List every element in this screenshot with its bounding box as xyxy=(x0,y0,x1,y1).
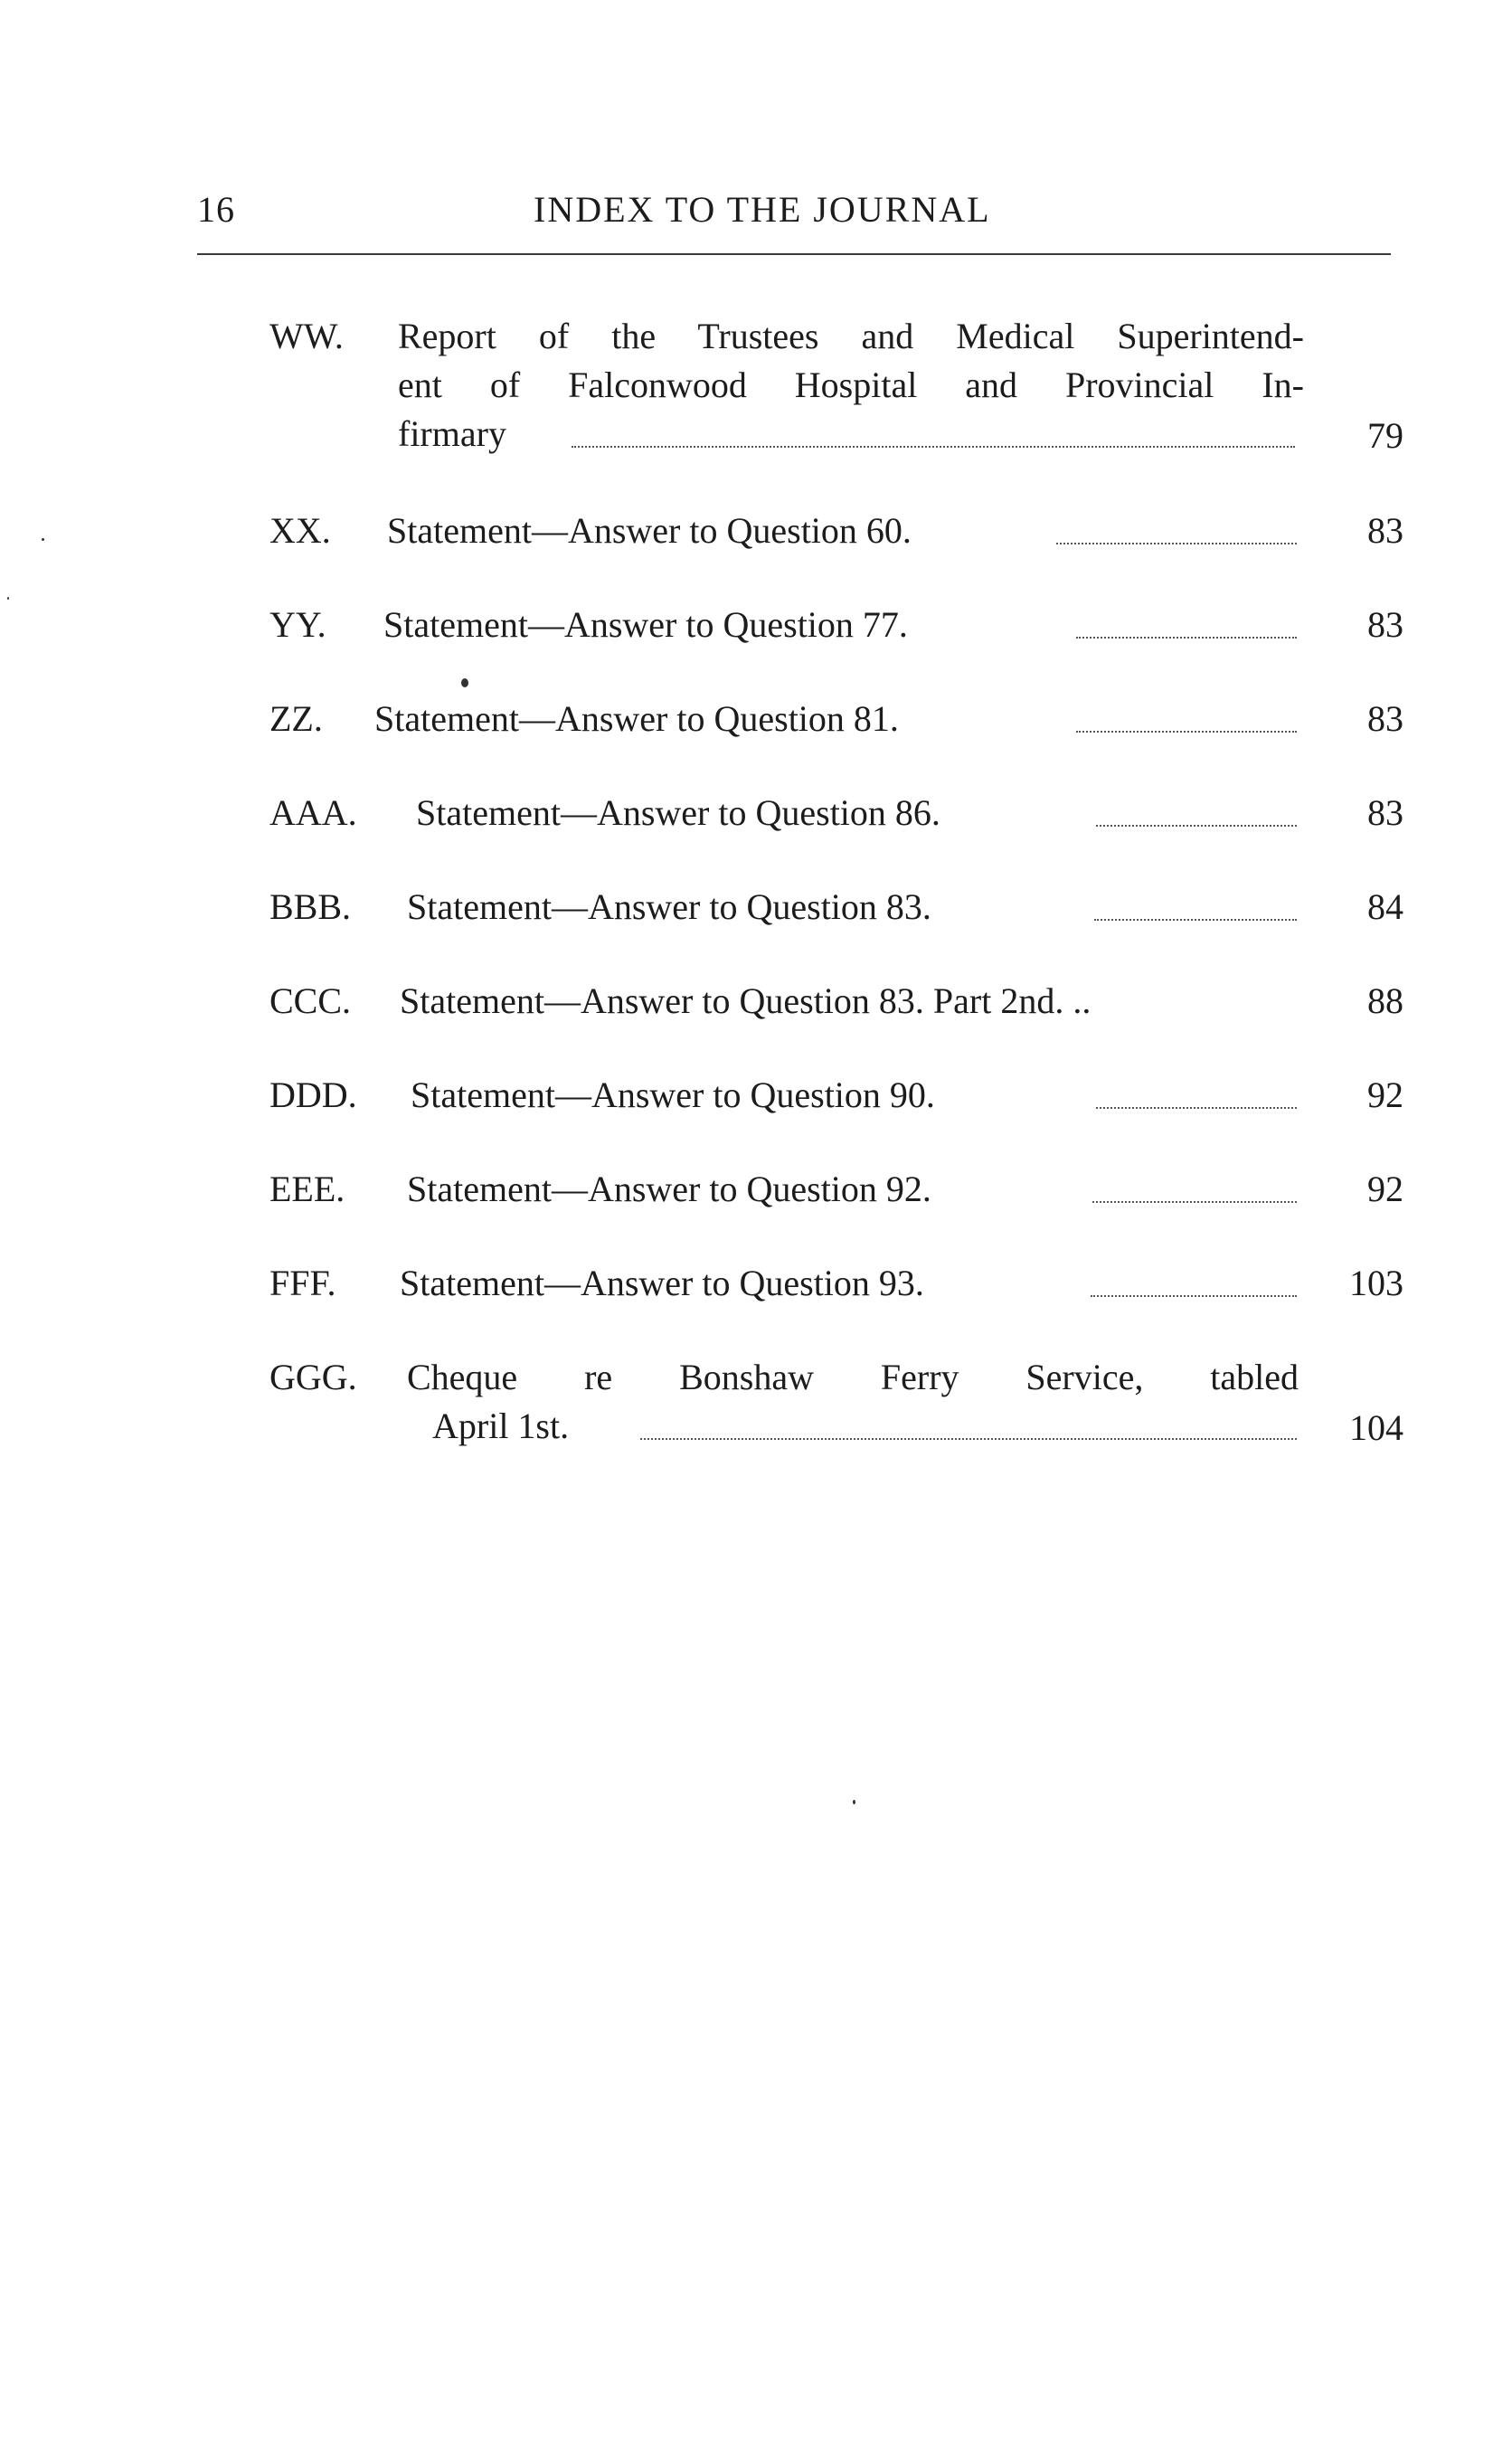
entry-page-ref: 92 xyxy=(1367,1169,1403,1209)
page-number: 16 xyxy=(197,189,235,230)
entry-page-ref: 103 xyxy=(1349,1263,1403,1303)
dot-leader xyxy=(1096,1107,1297,1109)
entry-letter: CCC. xyxy=(269,980,352,1021)
entry-letter: WW. xyxy=(269,316,344,356)
header-rule xyxy=(197,253,1391,255)
entry-text: Statement—Answer to Question 83. Part 2nd. .. xyxy=(400,980,1091,1021)
entry-letter: GGG. xyxy=(269,1357,357,1397)
dot-leader xyxy=(1092,1201,1297,1203)
entry-page-ref: 83 xyxy=(1367,510,1403,551)
entry-page-ref: 92 xyxy=(1367,1074,1403,1115)
entry-letter: ZZ. xyxy=(269,698,323,739)
entry-letter: YY. xyxy=(269,604,326,645)
entry-text: Statement—Answer to Question 86. xyxy=(416,792,940,833)
entry-text-line: April 1st. xyxy=(432,1406,570,1446)
entry-page-ref: 88 xyxy=(1367,980,1403,1021)
entry-text: Statement—Answer to Question 81. xyxy=(374,698,899,739)
entry-page-ref: 83 xyxy=(1367,792,1403,833)
scan-speck xyxy=(853,1800,855,1804)
dot-leader xyxy=(1076,731,1297,733)
entry-text: Statement—Answer to Question 92. xyxy=(407,1169,931,1209)
page-title: INDEX TO THE JOURNAL xyxy=(534,189,991,230)
entry-page-ref: 104 xyxy=(1349,1407,1403,1448)
scan-speck xyxy=(7,597,9,600)
running-head xyxy=(197,188,1391,242)
entry-text: Statement—Answer to Question 60. xyxy=(387,510,912,551)
scan-speck xyxy=(461,678,468,687)
entry-page-ref: 83 xyxy=(1367,604,1403,645)
entry-page-ref: 84 xyxy=(1367,886,1403,927)
entry-text: Statement—Answer to Question 90. xyxy=(411,1074,935,1115)
entry-letter: XX. xyxy=(269,510,331,551)
entry-letter: AAA. xyxy=(269,792,357,833)
entry-text-line: firmary xyxy=(398,413,506,454)
dot-leader xyxy=(1076,637,1297,639)
dot-leader xyxy=(1091,1295,1297,1297)
dot-leader xyxy=(572,446,1295,448)
entry-text: Statement—Answer to Question 83. xyxy=(407,886,931,927)
entry-text-line: Report of the Trustees and Medical Superintend- xyxy=(398,316,1304,356)
dot-leader xyxy=(1096,825,1297,827)
scan-speck xyxy=(42,538,44,541)
entry-page-ref: 83 xyxy=(1367,698,1403,739)
entry-text: Statement—Answer to Question 93. xyxy=(400,1263,924,1303)
entry-text: Statement—Answer to Question 77. xyxy=(383,604,908,645)
entry-letter: EEE. xyxy=(269,1169,345,1209)
dot-leader xyxy=(1056,543,1297,544)
entry-text-line: ent of Falconwood Hospital and Provincial In- xyxy=(398,364,1304,405)
entry-letter: BBB. xyxy=(269,886,352,927)
entry-letter: FFF. xyxy=(269,1263,336,1303)
entry-text-line: Cheque re Bonshaw Ferry Service, tabled xyxy=(407,1357,1299,1397)
entry-letter: DDD. xyxy=(269,1074,357,1115)
dot-leader xyxy=(1094,919,1297,921)
entry-page-ref: 79 xyxy=(1367,415,1403,456)
dot-leader xyxy=(640,1438,1297,1440)
